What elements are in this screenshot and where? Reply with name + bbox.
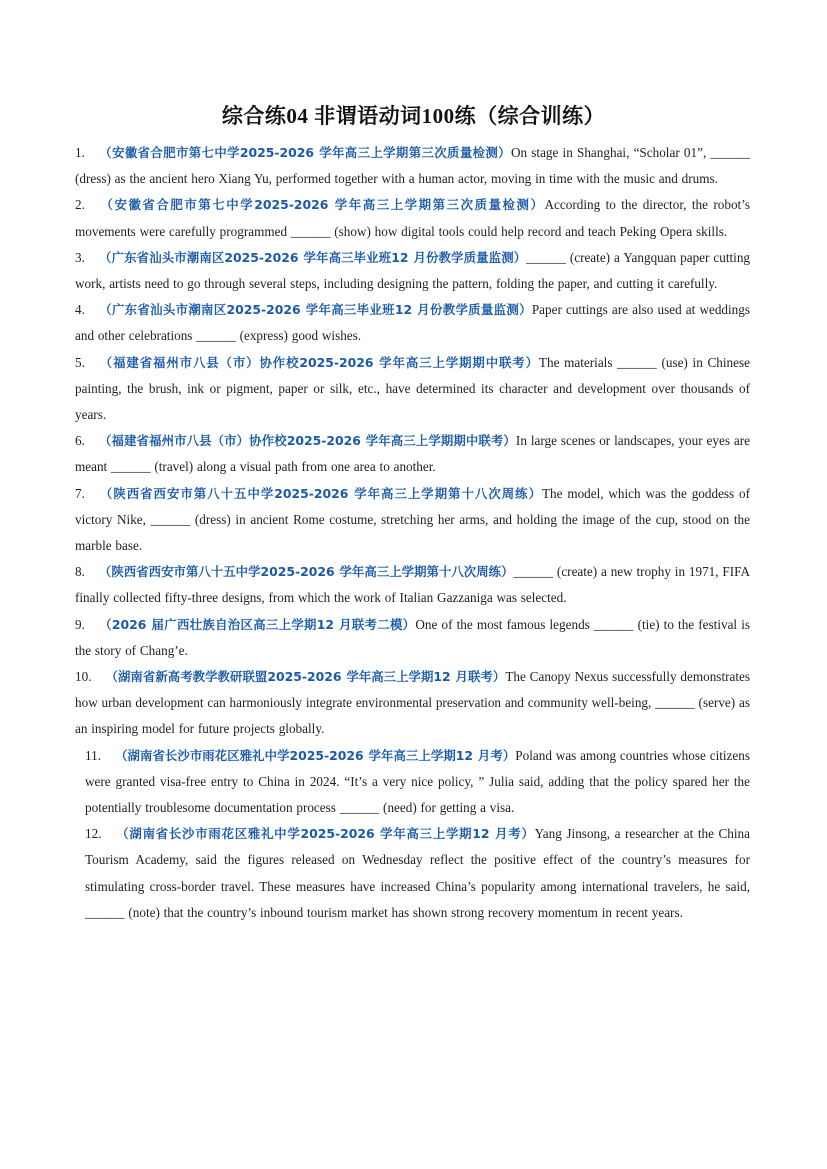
question-text: ______ (create) a Yangquan paper cutting work, artists need to go through several steps, including designing the pattern, folding the paper, and cutting it carefully. <box>75 249 751 292</box>
question-source: （2026 届广西壮族自治区高三上学期12 月联考二模） <box>98 616 416 632</box>
question-source: （陕西省西安市第八十五中学2025-2026 学年高三上学期第十八次周练） <box>98 564 514 580</box>
question-item <box>75 140 750 192</box>
question-text: On stage in Shanghai, “Scholar 01”, ______ (dress) as the ancient hero Xiang Yu, performed together with a human actor, moving in time with the music and drums. <box>75 145 750 187</box>
question-number: 12. <box>85 826 102 842</box>
question-item <box>75 481 750 560</box>
question-number: 5. <box>75 354 85 370</box>
question-item <box>75 192 750 244</box>
question-text: According to the director, the robot’s movements were carefully programmed ______ (show) how digital tools could help record and teach Peking Opera skills. <box>75 197 750 239</box>
question-item <box>75 612 750 664</box>
question-text: One of the most famous legends ______ (tie) to the festival is the story of Chang’e. <box>75 616 751 658</box>
question-item <box>75 743 750 822</box>
question-item <box>75 297 750 349</box>
question-text: The materials ______ (use) in Chinese painting, the brush, ink or pigment, paper or silk, etc., have determined its character and development over thousands of years. <box>75 354 750 423</box>
question-item <box>75 821 750 926</box>
question-item <box>75 350 750 429</box>
question-source: （福建省福州市八县（市）协作校2025-2026 学年高三上学期期中联考） <box>98 354 539 370</box>
question-source: （广东省汕头市潮南区2025-2026 学年高三毕业班12 月份教学质量监测） <box>98 249 527 265</box>
question-source: （广东省汕头市潮南区2025-2026 学年高三毕业班12 月份教学质量监测） <box>98 302 532 318</box>
question-list <box>75 140 750 926</box>
question-text: Yang Jinsong, a researcher at the China Tourism Academy, said the figures released on Wednesday reflect the positive effect of the country’s measures for stimulating cross-border travel. These measures have increased China’s popularity among international travelers, he said, ______ (note) that the country’s inbound tourism market has shown strong recovery momentum in recent years. <box>85 826 750 920</box>
question-number: 8. <box>75 564 85 580</box>
question-text: In large scenes or landscapes, your eyes are meant ______ (travel) along a visual path from one area to another. <box>75 433 750 475</box>
question-item <box>75 245 750 297</box>
question-number: 6. <box>75 433 85 449</box>
question-number: 10. <box>75 669 92 685</box>
question-item <box>75 664 750 743</box>
question-number: 2. <box>75 197 85 213</box>
question-number: 1. <box>75 145 85 160</box>
question-source: （湖南省新高考教学教研联盟2025-2026 学年高三上学期12 月联考） <box>105 669 506 685</box>
question-text: The Canopy Nexus successfully demonstrates how urban development can harmoniously integrate environmental preservation and community well-being, ______ (serve) as an inspiring model for future projects globally. <box>75 669 750 737</box>
question-source: （安徽省合肥市第七中学2025-2026 学年高三上学期第三次质量检测） <box>98 197 545 213</box>
question-text: ______ (create) a new trophy in 1971, FIFA finally collected fifty-three designs, from which the work of Italian Gazzaniga was selected. <box>75 564 750 606</box>
question-source: （福建省福州市八县（市）协作校2025-2026 学年高三上学期期中联考） <box>98 433 516 449</box>
question-item <box>75 428 750 480</box>
question-number: 3. <box>75 249 85 265</box>
question-text: The model, which was the goddess of victory Nike, ______ (dress) in ancient Rome costume, stretching her arms, and holding the image of the cup, stood on the marble base. <box>75 485 750 554</box>
question-number: 4. <box>75 302 85 318</box>
question-text: Paper cuttings are also used at weddings and other celebrations ______ (express) good wishes. <box>75 302 750 344</box>
question-source: （湖南省长沙市雨花区雅礼中学2025-2026 学年高三上学期12 月考） <box>115 826 535 842</box>
document-title: 综合练04 非谓语动词100练（综合训练） <box>221 104 606 128</box>
question-number: 7. <box>75 485 85 501</box>
question-item <box>75 559 750 611</box>
question-source: （陕西省西安市第八十五中学2025-2026 学年高三上学期第十八次周练） <box>98 485 542 501</box>
question-source: （湖南省长沙市雨花区雅礼中学2025-2026 学年高三上学期12 月考） <box>115 747 516 763</box>
question-number: 9. <box>75 616 85 632</box>
question-text: Poland was among countries whose citizens were granted visa-free entry to China in 2024. “It’s a very nice policy, ” Julia said, adding that the policy spared her the potentially troublesome documentation process ______ (need) for getting a visa. <box>85 747 750 816</box>
question-number: 11. <box>85 747 101 763</box>
question-source: （安徽省合肥市第七中学2025-2026 学年高三上学期第三次质量检测） <box>98 145 511 160</box>
